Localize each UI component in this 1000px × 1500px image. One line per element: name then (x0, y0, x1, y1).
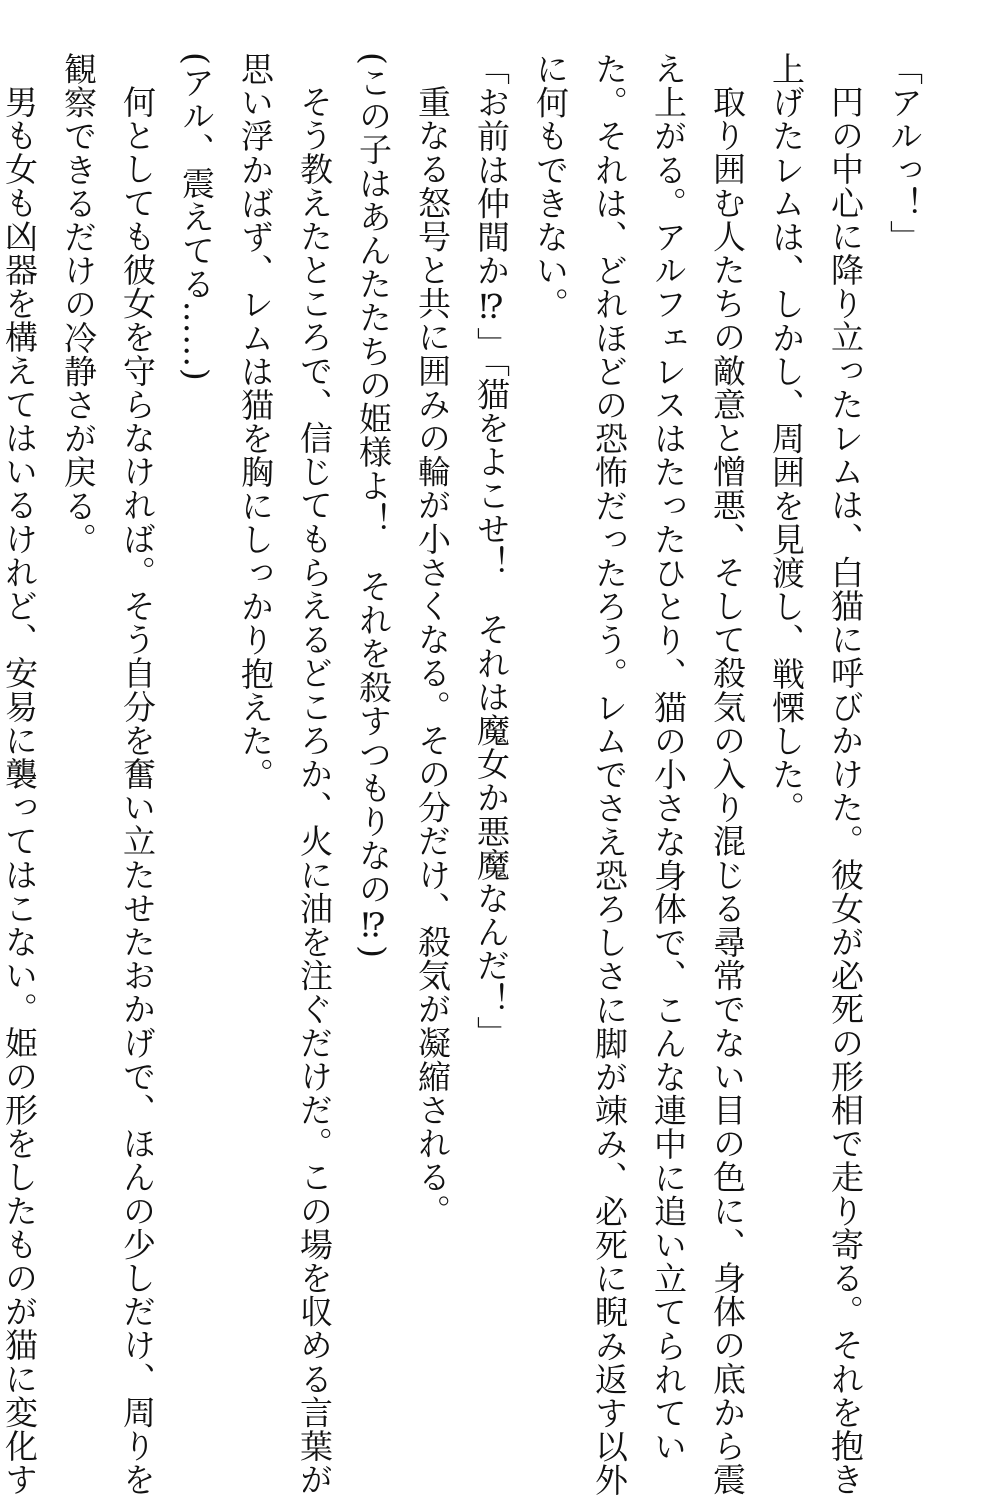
text-line: に何もできない。 (531, 52, 570, 321)
text-line: 円の中心に降り立ったレムは、白猫に呼びかけた。彼女が必死の形相で走り寄る。それを抱き (826, 85, 865, 1497)
text-line: (この子はあんたたちの姫様よ！ それを殺すつもりなの⁉) (354, 52, 393, 959)
text-line: 観察できるだけの冷静さが戻る。 (59, 52, 98, 556)
text-line: た。それは、どれほどの恐怖だったろう。レムでさえ恐ろしさに脚が竦み、必死に睨み返す以外 (590, 52, 629, 1497)
text-line: 取り囲む人たちの敵意と憎悪、そして殺気の入り混じる尋常でない目の色に、身体の底から震 (708, 85, 747, 1497)
text-line: 男も女も凶器を構えてはいるけれど、安易に襲ってはこない。姫の形をしたものが猫に変化す (0, 85, 39, 1497)
text-line: そう教えたところで、信じてもらえるどころか、火に油を注ぐだけだ。この場を収める言葉が (295, 85, 334, 1497)
vertical-text-body (0, 52, 934, 1497)
text-line: 思い浮かばず、レムは猫を胸にしっかり抱えた。 (236, 52, 275, 792)
text-line: 上げたレムは、しかし、周囲を見渡し、戦慄した。 (767, 52, 806, 825)
text-line: 何としても彼女を守らなければ。そう自分を奮い立たせたおかげで、ほんの少しだけ、周りを (118, 85, 157, 1497)
text-line: (アル、震えてる……) (177, 52, 216, 382)
text-line: 「アルっ！」 (885, 52, 924, 254)
text-line: え上がる。アルフェレスはたったひとり、猫の小さな身体で、こんな連中に追い立てられてい (649, 52, 688, 1464)
text-line: 「お前は仲間か⁉」「猫をよこせ！ それは魔女か悪魔なんだ！」 (472, 52, 511, 1050)
text-line: 重なる怒号と共に囲みの輪が小さくなる。その分だけ、殺気が凝縮される。 (413, 85, 452, 1228)
